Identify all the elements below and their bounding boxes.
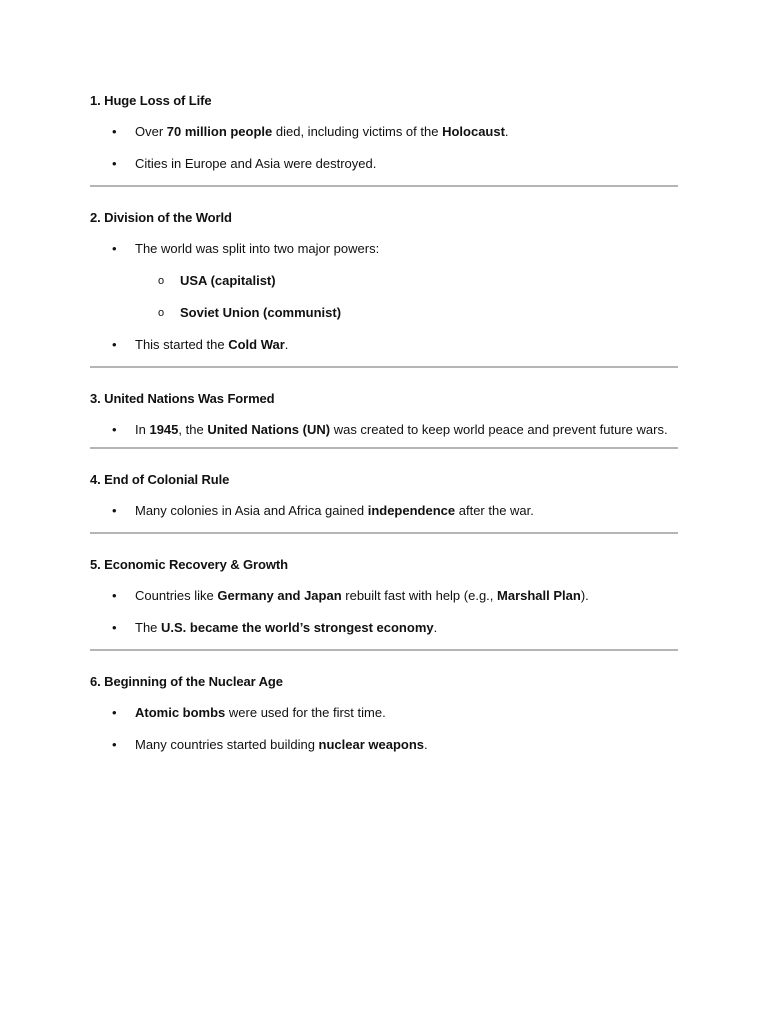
sub-marker: o: [158, 307, 165, 319]
bullet-marker: •: [112, 241, 117, 256]
bullet-item: [90, 238, 678, 324]
bullet-item: [90, 500, 678, 522]
section-heading: 2. Division of the World: [90, 210, 232, 225]
bold-text: 1945: [149, 422, 179, 437]
bullet-list: [90, 585, 678, 639]
text-run: , the: [178, 422, 208, 437]
section-united-nations: [90, 390, 678, 449]
section-heading: 4. End of Colonial Rule: [90, 472, 230, 487]
bold-text: United Nations (UN): [207, 422, 331, 437]
bullet-item: [90, 153, 678, 175]
bullet-item: [90, 734, 678, 756]
text-run: The: [135, 620, 162, 635]
bullet-list: [90, 500, 678, 522]
bullet-item: [90, 702, 678, 724]
section-economic-recovery: [90, 556, 678, 651]
sub-item: [135, 270, 678, 292]
text-run: Over: [135, 124, 167, 139]
text-run: Countries like: [135, 588, 218, 603]
bold-text: Marshall Plan: [497, 588, 581, 603]
text-run: Many countries started building: [135, 737, 319, 752]
bold-text: U.S. became the world’s strongest economy: [161, 620, 434, 635]
sub-marker: o: [158, 275, 165, 287]
bullet-marker: •: [112, 337, 117, 352]
bullet-item: [90, 585, 678, 607]
section-divider: [90, 649, 678, 651]
section-heading: 5. Economic Recovery & Growth: [90, 557, 288, 572]
bold-text: nuclear weapons: [318, 737, 425, 752]
text-run: ).: [580, 588, 589, 603]
bold-text: Atomic bombs: [135, 705, 226, 720]
section-division-of-the-world: [90, 209, 678, 368]
bullet-marker: •: [112, 503, 117, 518]
bold-text: Holocaust: [442, 124, 505, 139]
text-run: after the war.: [455, 503, 534, 518]
section-divider: [90, 185, 678, 187]
bullet-item: [90, 334, 678, 356]
text-run: Many colonies in Asia and Africa gained: [135, 503, 368, 518]
bullet-item: [90, 617, 678, 639]
text-run: In: [135, 422, 150, 437]
bullet-marker: •: [112, 620, 117, 635]
text-run: .: [433, 620, 438, 635]
section-divider: [90, 532, 678, 534]
bullet-list: [90, 121, 678, 175]
bullet-marker: •: [112, 588, 117, 603]
bullet-marker: •: [112, 422, 117, 437]
document-page: [90, 92, 678, 766]
text-run: .: [504, 124, 509, 139]
bold-text: Germany and Japan: [217, 588, 342, 603]
bold-text: USA (capitalist): [180, 273, 276, 288]
text-run: This started the: [135, 337, 229, 352]
sub-list: [135, 270, 678, 324]
section-nuclear-age: [90, 673, 678, 756]
text-run: .: [424, 737, 428, 752]
section-huge-loss-of-life: [90, 92, 678, 187]
text-run: .: [284, 337, 289, 352]
text-run: Cities in Europe and Asia were destroyed.: [135, 156, 377, 171]
bold-text: Cold War: [228, 337, 285, 352]
text-run: were used for the first time.: [225, 705, 386, 720]
bullet-marker: •: [112, 156, 117, 171]
bullet-item: [90, 419, 678, 441]
section-end-of-colonial-rule: [90, 471, 678, 534]
section-heading: 3. United Nations Was Formed: [90, 391, 275, 406]
bullet-marker: •: [112, 705, 117, 720]
text-run: was created to keep world peace and prevent future wars.: [330, 422, 668, 437]
sub-item: [135, 302, 678, 324]
section-divider: [90, 447, 678, 449]
bullet-marker: •: [112, 124, 117, 139]
bold-text: independence: [367, 503, 456, 518]
text-run: died, including victims of the: [272, 124, 443, 139]
section-heading: 1. Huge Loss of Life: [90, 93, 212, 108]
bold-text: Soviet Union (communist): [180, 305, 342, 320]
section-divider: [90, 366, 678, 368]
bullet-list: [90, 702, 678, 756]
bullet-item: [90, 121, 678, 143]
bold-text: 70 million people: [166, 124, 273, 139]
text-run: The world was split into two major powers:: [135, 241, 380, 256]
text-run: rebuilt fast with help (e.g.,: [341, 588, 498, 603]
bullet-list: [90, 419, 678, 441]
section-heading: 6. Beginning of the Nuclear Age: [90, 674, 283, 689]
bullet-marker: •: [112, 737, 117, 752]
bullet-list: [90, 238, 678, 356]
